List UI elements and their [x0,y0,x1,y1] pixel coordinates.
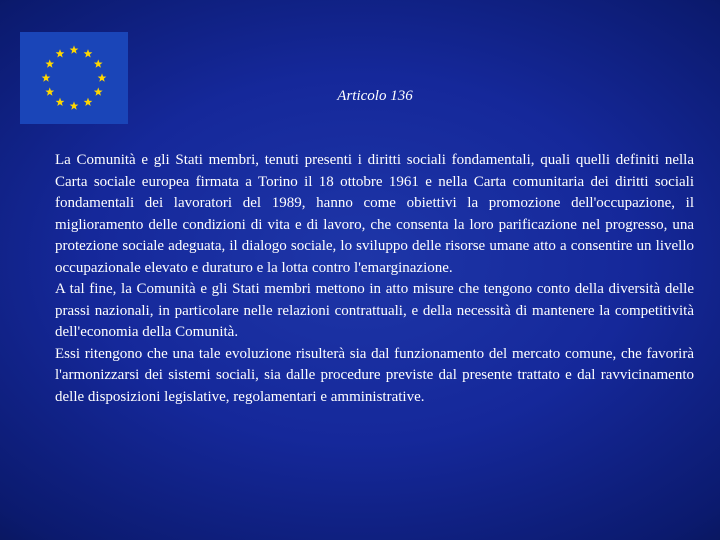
flag-star-icon [70,101,79,109]
eu-flag-icon [20,32,128,124]
flag-star-icon [84,98,93,106]
flag-star-icon [84,49,93,57]
flag-star-icon [56,98,65,106]
flag-star-icon [56,49,65,57]
article-paragraph-1: La Comunità e gli Stati membri, tenuti presenti i diritti sociali fondamentali, quali quelli definiti nella Carta sociale europea firmata a Torino il 18 ottobre 1961 e nella Carta comunitaria dei diritti sociali fondamentali dei lavoratori del 1989, hanno come obiettivi la promozione dell'occupazione, il miglioramento delle condizioni di vita e di lavoro, che consenta la loro parificazione nel progresso, una protezione sociale adeguata, il dialogo sociale, lo sviluppo delle risorse umane atto a consentire un livello occupazionale elevato e duraturo e la lotta contro l'emarginazione. [55,152,694,276]
flag-star-icon [70,45,79,53]
article-paragraph-2: A tal fine, la Comunità e gli Stati membri mettono in atto misure che tengono conto della diversità delle prassi nazionali, in particolare nelle relazioni contrattuali, e della necessità di mantenere la competitività dell'economia della Comunità. [55,281,694,340]
flag-star-icon [94,87,103,95]
flag-star-icon [98,73,107,81]
article-body [55,150,694,408]
article-title: Articolo 136 [337,88,413,104]
flag-star-icon [42,73,51,81]
article-paragraph-3: Essi ritengono che una tale evoluzione risulterà sia dal funzionamento del mercato comune, che favorirà l'armonizzarsi dei sistemi sociali, sia dalle procedure previste dal presente trattato e dal ravvicinamento delle disposizioni legislative, regolamentari e amministrative. [55,345,694,405]
flag-star-icon [94,59,103,67]
flag-star-icon [45,59,54,67]
eu-flag-stars [20,32,128,124]
flag-star-icon [45,87,54,95]
